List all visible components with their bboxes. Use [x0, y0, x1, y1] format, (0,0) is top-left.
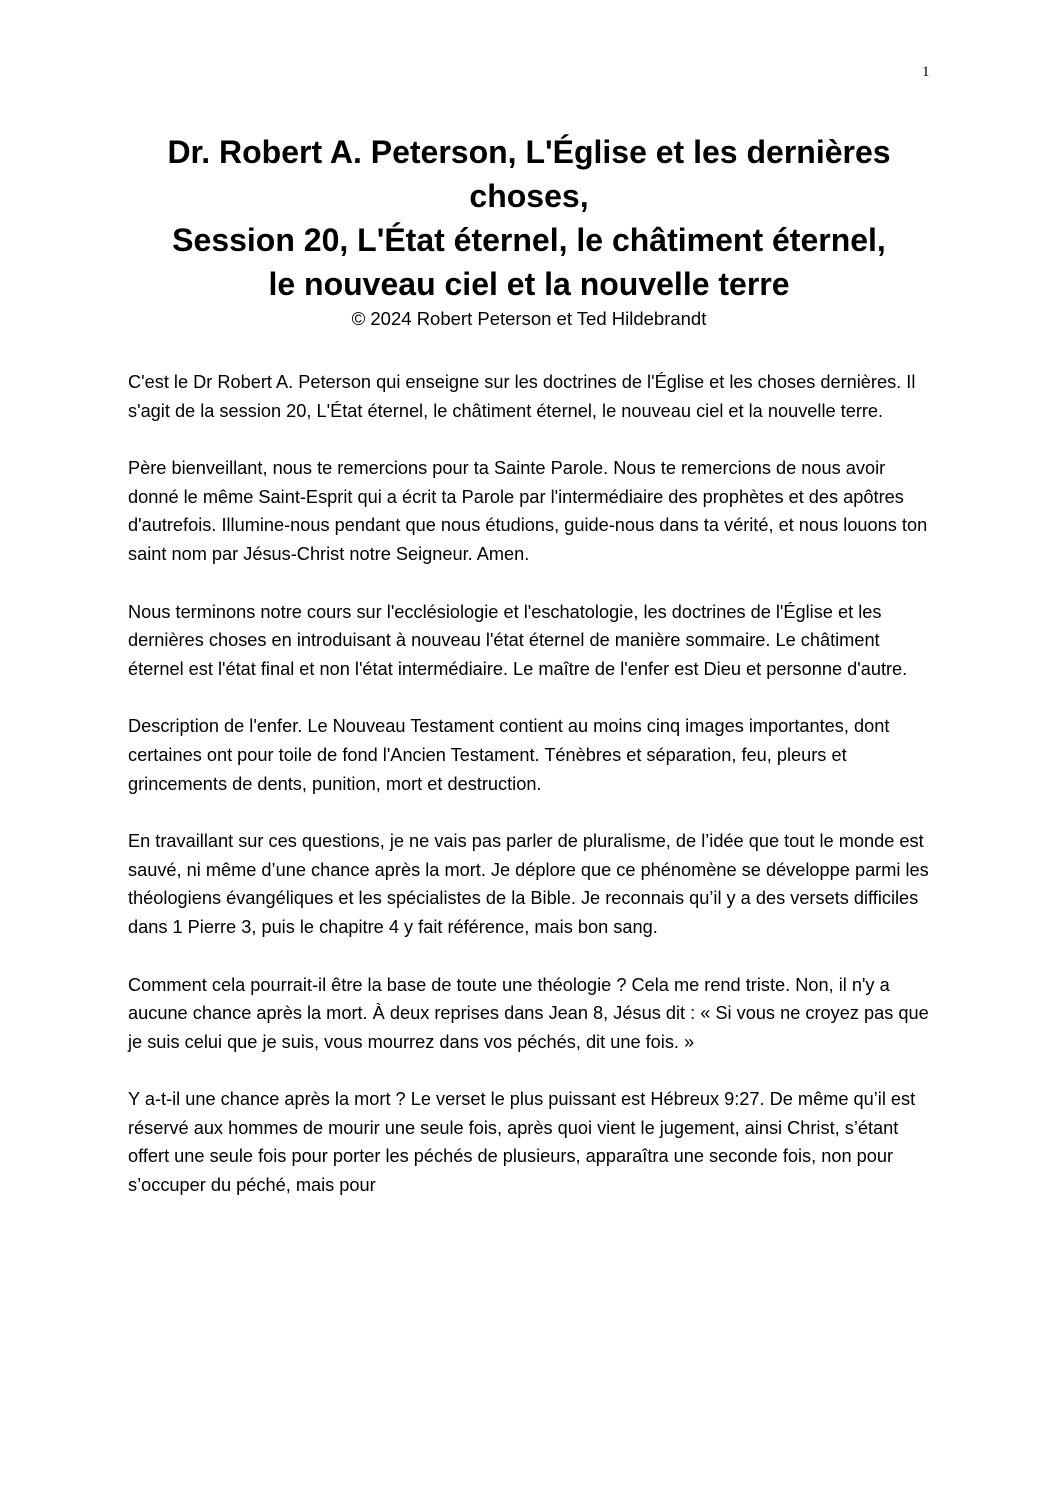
title-line-2: choses,	[469, 178, 589, 214]
paragraph-intro: C'est le Dr Robert A. Peterson qui enseigne sur les doctrines de l'Église et les choses dernières. Il s'agit de la session 20, L'État éternel, le châtiment éternel, le nouveau ciel et la nouvelle terre.	[128, 372, 916, 421]
paragraph-hell-description: Description de l'enfer. Le Nouveau Testament contient au moins cinq images importantes, dont certaines ont pour toile de fond l'Ancien Testament. Ténèbres et séparation, feu, pleurs et grincements de dents, punition, mort et destruction.	[128, 716, 890, 794]
page-number: 1	[922, 64, 930, 80]
paragraph-pluralism: En travaillant sur ces questions, je ne vais pas parler de pluralisme, de l’idée que tout le monde est sauvé, ni même d’une chance après la mort. Je déplore que ce phénomène se développe parmi les théologiens évangéliques et les spécialistes de la Bible. Je reconnais qu’il y a des versets difficiles dans 1 Pierre 3, puis le chapitre 4 y fait référence, mais bon sang.	[128, 831, 929, 937]
title-line-4: le nouveau ciel et la nouvelle terre	[268, 266, 790, 302]
title-line-3: Session 20, L'État éternel, le châtiment éternel,	[172, 222, 886, 258]
paragraph-no-second-chance: Comment cela pourrait-il être la base de toute une théologie ? Cela me rend triste. Non, il n'y a aucune chance après la mort. À deux reprises dans Jean 8, Jésus dit : « Si vous ne croyez pas que je suis celui que je suis, vous mourrez dans vos péchés, dit une fois. »	[128, 974, 929, 1052]
copyright-line: © 2024 Robert Peterson et Ted Hildebrandt	[351, 308, 707, 329]
title-line-1: Dr. Robert A. Peterson, L'Église et les dernières	[167, 134, 891, 170]
paragraph-course-summary: Nous terminons notre cours sur l'ecclésiologie et l'eschatologie, les doctrines de l'Église et les dernières choses en introduisant à nouveau l'état éternel de manière sommaire. Le châtiment éternel est l'état final et non l'état intermédiaire. Le maître de l'enfer est Dieu et personne d'autre.	[128, 601, 908, 679]
document-header	[100, 130, 958, 332]
document-body	[128, 368, 930, 1229]
paragraph-hebrews: Y a-t-il une chance après la mort ? Le verset le plus puissant est Hébreux 9:27. De même qu’il est réservé aux hommes de mourir une seule fois, après quoi vient le jugement, ainsi Christ, s’étant offert une seule fois pour porter les péchés de plusieurs, apparaîtra une seconde fois, non pour s’occuper du péché, mais pour	[128, 1089, 916, 1196]
paragraph-prayer: Père bienveillant, nous te remercions pour ta Sainte Parole. Nous te remercions de nous avoir donné le même Saint-Esprit qui a écrit ta Parole par l'intermédiaire des prophètes et des apôtres d'autrefois. Illumine-nous pendant que nous étudions, guide-nous dans ta vérité, et nous louons ton saint nom par Jésus-Christ notre Seigneur. Amen.	[128, 458, 928, 564]
